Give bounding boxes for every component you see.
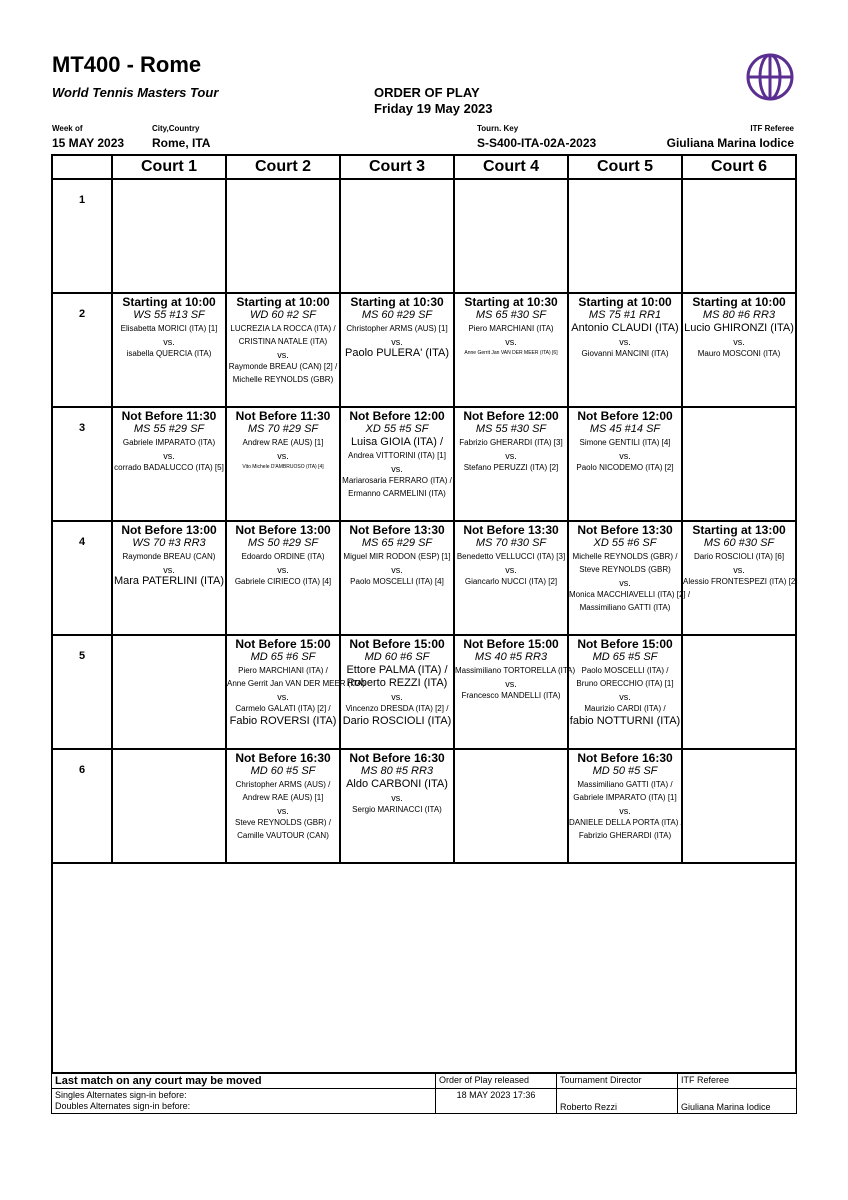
- empty-cell: [112, 179, 226, 293]
- city-label: City,Country: [152, 124, 200, 133]
- court-header: Court 1: [112, 155, 226, 179]
- vs-label: vs.: [619, 806, 631, 816]
- vs-label: vs.: [619, 451, 631, 461]
- empty-cell: [454, 179, 568, 293]
- match-time: Not Before 15:00: [463, 637, 559, 651]
- match-event: XD 55 #6 SF: [593, 537, 657, 549]
- player-name: Giovanni MANCINI (ITA): [581, 349, 669, 358]
- vs-label: vs.: [163, 337, 175, 347]
- player-name: Andrew RAE (AUS) [1]: [242, 438, 324, 447]
- match-event: MS 65 #29 SF: [361, 537, 433, 549]
- player-name: Antonio CLAUDI (ITA): [571, 322, 679, 334]
- vs-label: vs.: [277, 451, 289, 461]
- match-time: Not Before 12:00: [577, 409, 673, 423]
- schedule-row: [52, 407, 796, 521]
- empty-cell: [682, 749, 796, 863]
- oop-title: ORDER OF PLAY: [374, 85, 480, 100]
- match-event: XD 55 #5 SF: [365, 423, 429, 435]
- player-name: Anne Gerrit Jan VAN DER MEER (ITA): [227, 679, 365, 688]
- page-title: MT400 - Rome: [52, 52, 202, 77]
- player-name: Paolo NICODEMO (ITA) [2]: [576, 463, 674, 472]
- empty-cell: [682, 407, 796, 521]
- player-name: Gabriele IMPARATO (ITA) [1]: [573, 793, 677, 802]
- empty-cell: [112, 749, 226, 863]
- match-cell: [226, 293, 340, 407]
- player-name: Fabrizio GHERARDI (ITA) [3]: [459, 438, 563, 447]
- match-time: Starting at 10:00: [122, 295, 216, 309]
- player-name: Massimiliano GATTI (ITA) /: [577, 780, 673, 789]
- vs-label: vs.: [505, 451, 517, 461]
- vs-label: vs.: [505, 337, 517, 347]
- match-event: MD 65 #6 SF: [250, 651, 316, 663]
- vs-label: vs.: [733, 337, 745, 347]
- match-cell: [682, 293, 796, 407]
- player-name: Francesco MANDELLI (ITA): [461, 691, 561, 700]
- player-name: Andrew RAE (AUS) [1]: [242, 793, 324, 802]
- match-event: WS 55 #13 SF: [133, 309, 205, 321]
- vs-label: vs.: [505, 679, 517, 689]
- vs-label: vs.: [391, 464, 403, 474]
- match-cell: [454, 407, 568, 521]
- match-cell: [340, 293, 454, 407]
- match-event: WD 60 #2 SF: [249, 309, 317, 321]
- row-number: 4: [52, 521, 112, 635]
- vs-label: vs.: [619, 337, 631, 347]
- match-cell: [568, 293, 682, 407]
- match-time: Not Before 13:30: [577, 523, 673, 537]
- vs-label: vs.: [733, 565, 745, 575]
- player-name: Monica MACCHIAVELLI (ITA) [2] /: [569, 590, 691, 599]
- match-cell: [226, 749, 340, 863]
- player-name: Vincenzo DRESDA (ITA) [2] /: [345, 704, 449, 713]
- match-event: MS 60 #30 SF: [703, 537, 775, 549]
- match-time: Not Before 16:30: [349, 751, 445, 765]
- empty-cell: [454, 749, 568, 863]
- vs-label: vs.: [277, 692, 289, 702]
- singles-alternates: Singles Alternates sign-in before:: [55, 1090, 187, 1100]
- footer-referee-value: Giuliana Marina Iodice: [678, 1089, 797, 1114]
- player-name: CRISTINA NATALE (ITA): [238, 337, 328, 346]
- match-time: Starting at 10:30: [350, 295, 444, 309]
- court-header: Court 5: [568, 155, 682, 179]
- match-cell: [682, 521, 796, 635]
- week-label: Week of: [52, 124, 83, 133]
- director-value: Roberto Rezzi: [557, 1089, 678, 1114]
- match-cell: [454, 635, 576, 749]
- vs-label: vs.: [619, 578, 631, 588]
- footer-table: [51, 1073, 797, 1114]
- match-event: MS 60 #29 SF: [361, 309, 433, 321]
- player-name: Vito Michele D'AMBRUOSO (ITA) [4]: [242, 464, 324, 470]
- player-name: Simone GENTILI (ITA) [4]: [579, 438, 671, 447]
- match-cell: [226, 635, 365, 749]
- match-event: WS 70 #3 RR3: [132, 537, 206, 549]
- empty-cell: [568, 179, 682, 293]
- match-time: Not Before 12:00: [463, 409, 559, 423]
- empty-cell: [112, 635, 226, 749]
- row-number: 6: [52, 749, 112, 863]
- oop-date: Friday 19 May 2023: [374, 101, 493, 116]
- row-number-header: [52, 155, 112, 179]
- vs-label: vs.: [505, 565, 517, 575]
- vs-label: vs.: [163, 451, 175, 461]
- match-event: MS 40 #5 RR3: [474, 651, 548, 663]
- player-name: Maurizio CARDI (ITA) /: [584, 704, 666, 713]
- player-name: Sergio MARINACCI (ITA): [352, 805, 442, 814]
- schedule-row: [52, 521, 796, 635]
- match-cell: [568, 521, 691, 635]
- player-name: Gabriele CIRIECO (ITA) [4]: [234, 577, 332, 586]
- match-cell: [340, 635, 454, 749]
- player-name: Ettore PALMA (ITA) /: [346, 664, 448, 676]
- player-name: Alessio FRONTESPEZI (ITA) [2]: [683, 577, 798, 586]
- vs-label: vs.: [391, 337, 403, 347]
- player-name: Paolo MOSCELLI (ITA) /: [581, 666, 669, 675]
- match-cell: [454, 293, 568, 407]
- player-name: Miguel MIR RODON (ESP) [1]: [343, 552, 451, 561]
- match-event: MS 45 #14 SF: [589, 423, 661, 435]
- row-number: 3: [52, 407, 112, 521]
- match-cell: [568, 635, 682, 749]
- vs-label: vs.: [619, 692, 631, 702]
- match-time: Not Before 13:30: [463, 523, 559, 537]
- court-header: Court 4: [454, 155, 568, 179]
- match-time: Not Before 15:00: [235, 637, 331, 651]
- match-cell: [112, 293, 226, 407]
- player-name: Fabrizio GHERARDI (ITA): [578, 831, 672, 840]
- match-cell: [112, 521, 226, 635]
- match-cell: [340, 749, 454, 863]
- tourn-key-label: Tourn. Key: [477, 124, 519, 133]
- empty-area-row: [52, 863, 796, 1073]
- match-time: Not Before 12:00: [349, 409, 445, 423]
- referee-value: Giuliana Marina Iodice: [666, 136, 794, 150]
- globe-icon: [745, 52, 795, 102]
- match-time: Starting at 10:30: [464, 295, 558, 309]
- empty-area: [52, 863, 796, 1073]
- match-time: Not Before 11:30: [235, 409, 331, 423]
- player-name: Christopher ARMS (AUS) /: [235, 780, 331, 789]
- week-value: 15 MAY 2023: [52, 136, 125, 150]
- released-value: 18 MAY 2023 17:36: [436, 1089, 557, 1114]
- player-name: Raymonde BREAU (CAN) [2] /: [228, 362, 338, 371]
- player-name: Steve REYNOLDS (GBR) /: [234, 818, 332, 827]
- empty-cell: [682, 179, 796, 293]
- match-time: Not Before 15:00: [577, 637, 673, 651]
- match-time: Starting at 10:00: [578, 295, 672, 309]
- match-cell: [340, 407, 454, 521]
- player-name: Carmelo GALATI (ITA) [2] /: [235, 704, 331, 713]
- vs-label: vs.: [277, 806, 289, 816]
- player-name: Christopher ARMS (AUS) [1]: [346, 324, 448, 333]
- player-name: Aldo CARBONI (ITA): [346, 778, 448, 790]
- match-event: MS 80 #5 RR3: [360, 765, 434, 777]
- player-name: Benedetto VELLUCCI (ITA) [3]: [456, 552, 566, 561]
- court-header: Court 3: [340, 155, 454, 179]
- row-number: 1: [52, 179, 112, 293]
- match-cell: [340, 521, 454, 635]
- match-time: Not Before 13:00: [121, 523, 217, 537]
- match-time: Not Before 15:00: [349, 637, 445, 651]
- director-label: Tournament Director: [557, 1074, 678, 1089]
- empty-cell: [682, 635, 796, 749]
- doubles-alternates: Doubles Alternates sign-in before:: [55, 1101, 191, 1111]
- match-time: Not Before 16:30: [577, 751, 673, 765]
- alternates-signin: [52, 1089, 436, 1114]
- match-event: MS 80 #6 RR3: [702, 309, 776, 321]
- match-event: MD 50 #5 SF: [592, 765, 658, 777]
- referee-label: ITF Referee: [750, 124, 794, 133]
- player-name: Camille VAUTOUR (CAN): [237, 831, 329, 840]
- player-name: Mauro MOSCONI (ITA): [697, 349, 781, 358]
- player-name: Lucio GHIRONZI (ITA): [684, 322, 794, 334]
- player-name: corrado BADALUCCO (ITA) [5]: [114, 463, 224, 472]
- vs-label: vs.: [277, 350, 289, 360]
- player-name: Dario ROSCIOLI (ITA): [342, 715, 452, 727]
- player-name: Stefano PERUZZI (ITA) [2]: [463, 463, 559, 472]
- court-header-row: [52, 155, 796, 179]
- match-event: MS 50 #29 SF: [247, 537, 319, 549]
- schedule-row: [52, 749, 796, 863]
- match-event: MD 60 #6 SF: [364, 651, 430, 663]
- vs-label: vs.: [277, 565, 289, 575]
- match-event: MS 55 #30 SF: [475, 423, 547, 435]
- city-value: Rome, ITA: [152, 136, 211, 150]
- player-name: DANIELE DELLA PORTA (ITA) /: [569, 818, 683, 827]
- match-event: MS 55 #29 SF: [133, 423, 205, 435]
- player-name: Massimiliano TORTORELLA (ITA): [455, 666, 576, 675]
- player-name: Elisabetta MORICI (ITA) [1]: [120, 324, 218, 333]
- player-name: Luisa GIOIA (ITA) /: [350, 436, 444, 448]
- empty-cell: [340, 179, 454, 293]
- match-cell: [226, 407, 340, 521]
- player-name: Paolo PULERA' (ITA): [345, 347, 449, 359]
- match-time: Starting at 13:00: [692, 523, 786, 537]
- order-of-play-table: [51, 154, 797, 1074]
- player-name: isabella QUERCIA (ITA): [126, 349, 212, 358]
- schedule-row: [52, 293, 796, 407]
- schedule-row: [52, 635, 796, 749]
- match-cell: [112, 407, 226, 521]
- player-name: Piero MARCHIANI (ITA) /: [238, 666, 328, 675]
- player-name: LUCREZIA LA ROCCA (ITA) /: [230, 324, 336, 333]
- match-time: Not Before 13:00: [235, 523, 331, 537]
- match-event: MD 65 #5 SF: [592, 651, 658, 663]
- player-name: Fabio ROVERSI (ITA): [229, 715, 337, 727]
- player-name: Massimiliano GATTI (ITA): [579, 603, 671, 612]
- player-name: Mara PATERLINI (ITA): [113, 575, 224, 587]
- match-event: MD 60 #5 SF: [250, 765, 316, 777]
- player-name: Michelle REYNOLDS (GBR) /: [572, 552, 678, 561]
- player-name: Ermanno CARMELINI (ITA): [348, 489, 446, 498]
- player-name: Roberto REZZI (ITA): [346, 677, 448, 689]
- match-event: MS 70 #30 SF: [475, 537, 547, 549]
- row-number: 5: [52, 635, 112, 749]
- match-time: Starting at 10:00: [236, 295, 330, 309]
- empty-cell: [226, 179, 340, 293]
- match-event: MS 65 #30 SF: [475, 309, 547, 321]
- court-header: Court 6: [682, 155, 796, 179]
- vs-label: vs.: [391, 565, 403, 575]
- match-time: Starting at 10:00: [692, 295, 786, 309]
- vs-label: vs.: [391, 692, 403, 702]
- player-name: Gabriele IMPARATO (ITA): [122, 438, 216, 447]
- released-label: Order of Play released: [436, 1074, 557, 1089]
- player-name: Paolo MOSCELLI (ITA) [4]: [350, 577, 444, 586]
- court-header: Court 2: [226, 155, 340, 179]
- match-cell: [454, 521, 568, 635]
- match-time: Not Before 11:30: [121, 409, 217, 423]
- player-name: Edoardo ORDINE (ITA): [241, 552, 325, 561]
- player-name: Steve REYNOLDS (GBR): [579, 565, 671, 574]
- player-name: Dario ROSCIOLI (ITA) [6]: [693, 552, 785, 561]
- match-cell: [568, 407, 682, 521]
- player-name: Michelle REYNOLDS (GBR): [232, 375, 334, 384]
- match-cell: [226, 521, 340, 635]
- player-name: Giancarlo NUCCI (ITA) [2]: [464, 577, 558, 586]
- player-name: fabio NOTTURNI (ITA): [569, 715, 681, 727]
- order-of-play-heading: [374, 85, 493, 117]
- row-number: 2: [52, 293, 112, 407]
- match-event: MS 70 #29 SF: [247, 423, 319, 435]
- tour-subtitle: World Tennis Masters Tour: [52, 85, 219, 100]
- player-name: Anne Gerrit Jan VAN DER MEER (ITA) [6]: [464, 350, 558, 356]
- match-time: Not Before 13:30: [349, 523, 445, 537]
- match-cell: [568, 749, 682, 863]
- footer-referee-label: ITF Referee: [678, 1074, 797, 1089]
- player-name: Andrea VITTORINI (ITA) [1]: [348, 451, 446, 460]
- vs-label: vs.: [163, 565, 175, 575]
- schedule-row: [52, 179, 796, 293]
- match-time: Not Before 16:30: [235, 751, 331, 765]
- player-name: Mariarosaria FERRARO (ITA) /: [342, 476, 452, 485]
- tourn-key-value: S-S400-ITA-02A-2023: [477, 136, 597, 150]
- player-name: Bruno ORECCHIO (ITA) [1]: [576, 679, 674, 688]
- vs-label: vs.: [391, 793, 403, 803]
- player-name: Raymonde BREAU (CAN): [122, 552, 216, 561]
- last-match-note: Last match on any court may be moved: [52, 1074, 436, 1089]
- match-event: MS 75 #1 RR1: [588, 309, 662, 321]
- player-name: Piero MARCHIANI (ITA): [468, 324, 554, 333]
